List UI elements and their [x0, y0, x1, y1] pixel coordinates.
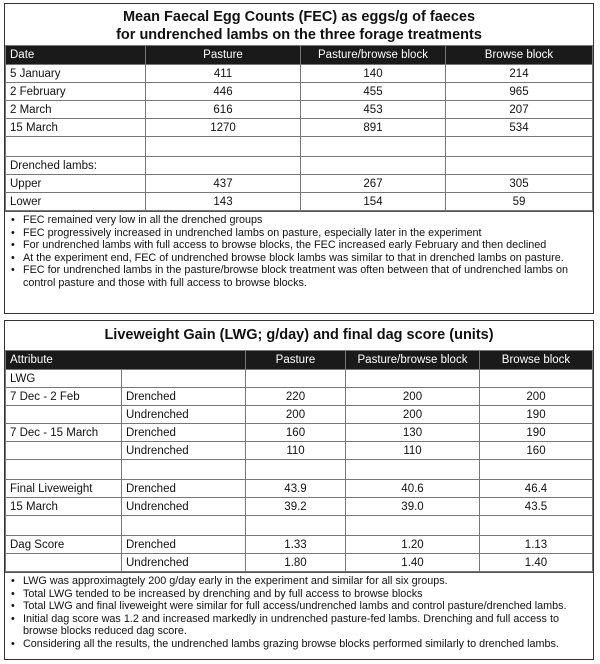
row-label: 2 March — [6, 101, 146, 119]
cell-value: 534 — [446, 119, 593, 137]
table-row — [6, 157, 593, 175]
treatment-label: Undrenched — [122, 406, 246, 424]
fec-header-date: Date — [6, 46, 146, 65]
cell-value: 43.9 — [246, 480, 346, 498]
lwg-notes — [5, 572, 593, 651]
cell-value: 190 — [480, 406, 593, 424]
fec-panel — [4, 3, 594, 314]
list-item: • At the experiment end, FEC of undrenched browse block lambs was similar to that in drenched lambs on pasture. — [23, 252, 587, 265]
cell-value: 437 — [146, 175, 301, 193]
cell-value: 160 — [246, 424, 346, 442]
cell-value: 59 — [446, 193, 593, 211]
cell-value: 220 — [246, 388, 346, 406]
fec-title-line1: Mean Faecal Egg Counts (FEC) as eggs/g of faeces — [122, 9, 476, 25]
cell-value: 160 — [480, 442, 593, 460]
cell-value: 200 — [346, 406, 480, 424]
list-item: • LWG was approximagtely 200 g/day early in the experiment and similar for all six groups. — [23, 575, 587, 588]
lwg-header-pasture: Pasture — [246, 351, 346, 370]
fec-table — [5, 45, 593, 211]
treatment-label: Undrenched — [122, 442, 246, 460]
cell-value: 411 — [146, 65, 301, 83]
cell-value: 200 — [480, 388, 593, 406]
cell-value: 214 — [446, 65, 593, 83]
cell-value: 43.5 — [480, 498, 593, 516]
cell-value: 305 — [446, 175, 593, 193]
cell-value: 190 — [480, 424, 593, 442]
fec-header-pasture-browse: Pasture/browse block — [301, 46, 446, 65]
table-row — [6, 424, 593, 442]
table-row — [6, 83, 593, 101]
cell-value: 1270 — [146, 119, 301, 137]
table-row — [6, 193, 593, 211]
dag-score-label: Dag Score — [6, 536, 122, 554]
table-row — [6, 101, 593, 119]
lwg-label: LWG — [6, 370, 122, 388]
table-row — [6, 388, 593, 406]
row-label: 15 March — [6, 119, 146, 137]
table-row — [6, 498, 593, 516]
cell-value: 891 — [301, 119, 446, 137]
table-row — [6, 554, 593, 572]
row-label: 2 February — [6, 83, 146, 101]
row-label: 5 January — [6, 65, 146, 83]
list-item: • Total LWG tended to be increased by drenching and by full access to browse blocks — [23, 588, 587, 601]
empty-row — [6, 137, 593, 157]
cell-value: 1.20 — [346, 536, 480, 554]
cell-value: 40.6 — [346, 480, 480, 498]
cell-value: 267 — [301, 175, 446, 193]
table-row — [6, 370, 593, 388]
cell-value: 965 — [446, 83, 593, 101]
cell-value: 1.33 — [246, 536, 346, 554]
cell-value: 110 — [346, 442, 480, 460]
fec-title — [5, 4, 593, 45]
lwg-table — [5, 350, 593, 572]
cell-value: 39.0 — [346, 498, 480, 516]
list-item: • Initial dag score was 1.2 and increased markedly in undrenched pasture-fed lambs. Drenching and full access to browse blocks reduced dag score. — [23, 613, 587, 638]
final-liveweight-label: Final Liveweight — [6, 480, 122, 498]
cell-value: 140 — [301, 65, 446, 83]
cell-value: 110 — [246, 442, 346, 460]
fec-title-line2: for undrenched lambs on the three forage treatments — [116, 27, 482, 43]
period-label: 7 Dec - 2 Feb — [6, 388, 122, 406]
cell-value: 130 — [346, 424, 480, 442]
cell-value: 1.40 — [480, 554, 593, 572]
list-item: • Considering all the results, the undrenched lambs grazing browse blocks performed similarly to drenched lambs. — [23, 638, 587, 651]
cell-value: 207 — [446, 101, 593, 119]
cell-value: 1.40 — [346, 554, 480, 572]
list-item: • FEC for undrenched lambs in the pasture/browse block treatment was often between that of undrenched lambs on control pasture and those with full access to browse blocks. — [23, 264, 587, 289]
cell-value: 200 — [346, 388, 480, 406]
cell-value: 1.13 — [480, 536, 593, 554]
list-item: • FEC remained very low in all the drenched groups — [23, 214, 587, 227]
table-row — [6, 65, 593, 83]
treatment-label: Undrenched — [122, 554, 246, 572]
empty-row — [6, 516, 593, 536]
table-row — [6, 442, 593, 460]
table-row — [6, 175, 593, 193]
cell-value: 446 — [146, 83, 301, 101]
fec-notes — [5, 211, 593, 290]
fec-header-browse: Browse block — [446, 46, 593, 65]
treatment-label: Drenched — [122, 480, 246, 498]
cell-value: 453 — [301, 101, 446, 119]
list-item: • Total LWG and final liveweight were similar for full access/undrenched lambs and control pasture/drenched lambs. — [23, 600, 587, 613]
treatment-label: Drenched — [122, 536, 246, 554]
lwg-panel — [4, 320, 594, 660]
row-label: Lower — [6, 193, 146, 211]
row-label: Upper — [6, 175, 146, 193]
lwg-title: Liveweight Gain (LWG; g/day) and final dag score (units) — [104, 327, 494, 343]
lwg-header-row — [6, 351, 593, 370]
cell-value: 39.2 — [246, 498, 346, 516]
empty-row — [6, 460, 593, 480]
table-row — [6, 119, 593, 137]
lwg-header-pasture-browse: Pasture/browse block — [346, 351, 480, 370]
treatment-label: Drenched — [122, 388, 246, 406]
cell-value: 455 — [301, 83, 446, 101]
treatment-label: Drenched — [122, 424, 246, 442]
table-row — [6, 536, 593, 554]
fec-header-pasture: Pasture — [146, 46, 301, 65]
lwg-header-attribute: Attribute — [6, 351, 246, 370]
table-row — [6, 480, 593, 498]
treatment-label: Undrenched — [122, 498, 246, 516]
drenched-lambs-label: Drenched lambs: — [6, 157, 146, 175]
fec-header-row — [6, 46, 593, 65]
period-label: 7 Dec - 15 March — [6, 424, 122, 442]
list-item: • For undrenched lambs with full access to browse blocks, the FEC increased early February and then declined — [23, 239, 587, 252]
table-row — [6, 406, 593, 424]
lwg-header-browse: Browse block — [480, 351, 593, 370]
cell-value: 154 — [301, 193, 446, 211]
final-liveweight-date: 15 March — [6, 498, 122, 516]
cell-value: 46.4 — [480, 480, 593, 498]
cell-value: 1.80 — [246, 554, 346, 572]
cell-value: 200 — [246, 406, 346, 424]
list-item: • FEC progressively increased in undrenched lambs on pasture, especially later in the experiment — [23, 227, 587, 240]
cell-value: 616 — [146, 101, 301, 119]
cell-value: 143 — [146, 193, 301, 211]
